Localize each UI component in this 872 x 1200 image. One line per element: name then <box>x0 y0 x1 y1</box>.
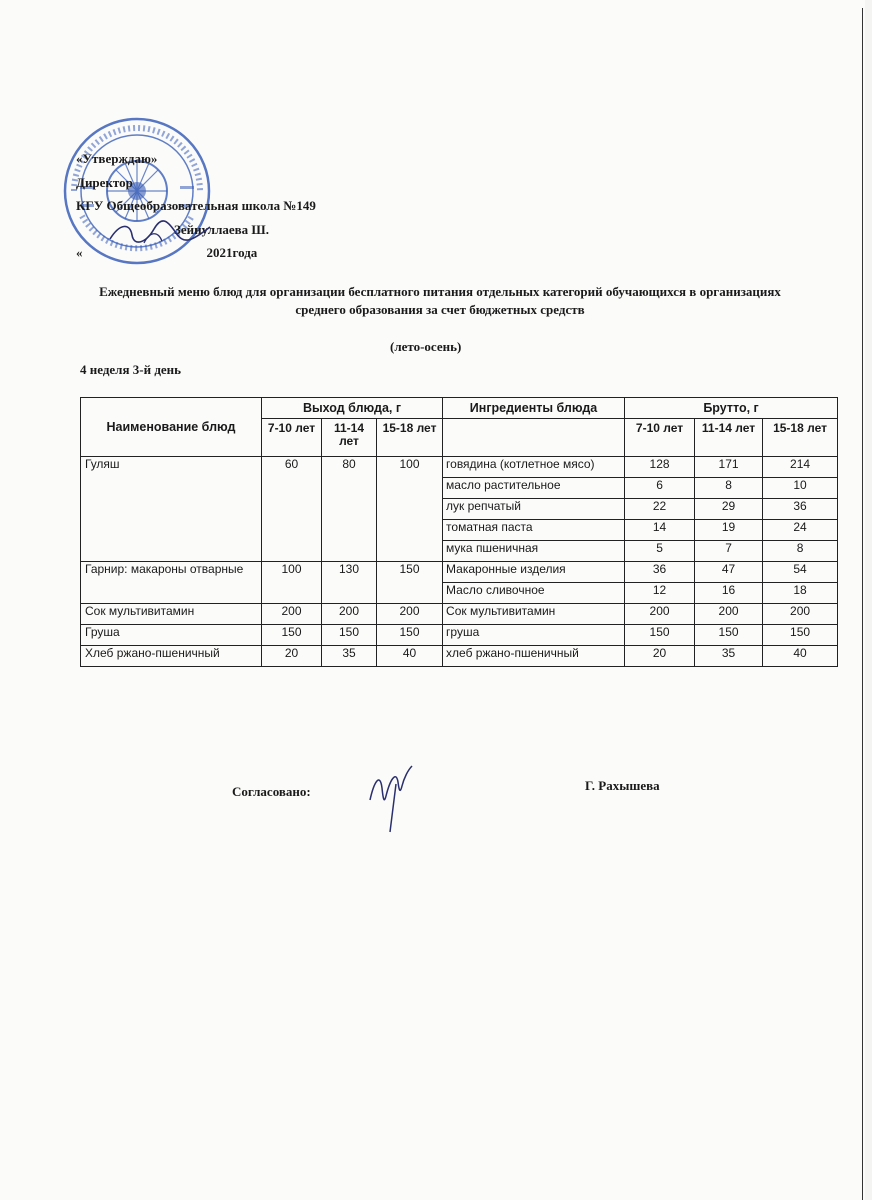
brutto-cell: 14 <box>625 520 695 541</box>
brutto-cell: 8 <box>763 541 838 562</box>
brutto-cell: 16 <box>695 583 763 604</box>
season-label: (лето-осень) <box>390 339 462 354</box>
output-cell: 20 <box>262 646 322 667</box>
approval-director-name: Зейнуллаева Ш. <box>174 221 269 237</box>
output-cell: 100 <box>377 457 443 562</box>
approval-block <box>76 147 316 265</box>
brutto-cell: 171 <box>695 457 763 478</box>
brutto-cell: 214 <box>763 457 838 478</box>
signer-name: Г. Рахышева <box>585 778 660 793</box>
brutto-cell: 150 <box>625 625 695 646</box>
brutto-cell: 12 <box>625 583 695 604</box>
approval-organization: КГУ Общеобразовательная школа №149 <box>76 198 316 213</box>
dish-name-cell: Гуляш <box>81 457 262 562</box>
header-dish-name: Наименование блюд <box>81 398 262 457</box>
brutto-cell: 19 <box>695 520 763 541</box>
output-cell: 40 <box>377 646 443 667</box>
header-brutto-age-2: 11-14 лет <box>695 419 763 457</box>
brutto-cell: 36 <box>625 562 695 583</box>
week-day-label: 4 неделя 3-й день <box>80 362 182 377</box>
header-brutto-age-3: 15-18 лет <box>763 419 838 457</box>
page-edge <box>862 8 863 1200</box>
output-cell: 100 <box>262 562 322 604</box>
output-cell: 130 <box>322 562 377 604</box>
ingredient-cell: лук репчатый <box>443 499 625 520</box>
brutto-cell: 150 <box>763 625 838 646</box>
brutto-cell: 47 <box>695 562 763 583</box>
brutto-cell: 200 <box>695 604 763 625</box>
ingredient-cell: масло растительное <box>443 478 625 499</box>
table-row <box>81 457 838 478</box>
header-output-age-2: 11-14 лет <box>322 419 377 457</box>
header-ingredients-blank <box>443 419 625 457</box>
brutto-cell: 5 <box>625 541 695 562</box>
output-cell: 80 <box>322 457 377 562</box>
table-row <box>81 625 838 646</box>
brutto-cell: 22 <box>625 499 695 520</box>
ingredient-cell: груша <box>443 625 625 646</box>
brutto-cell: 7 <box>695 541 763 562</box>
output-cell: 200 <box>377 604 443 625</box>
brutto-cell: 200 <box>625 604 695 625</box>
brutto-cell: 36 <box>763 499 838 520</box>
table-row <box>81 604 838 625</box>
approval-date-quote: « <box>76 245 83 260</box>
table-row <box>81 646 838 667</box>
header-output: Выход блюда, г <box>262 398 443 419</box>
brutto-cell: 128 <box>625 457 695 478</box>
document-title: Ежедневный меню блюд для организации бесплатного питания отдельных категорий обучающихся в организациях среднего образования за счет бюджетных средств <box>99 284 781 317</box>
brutto-cell: 54 <box>763 562 838 583</box>
header-output-age-3: 15-18 лет <box>377 419 443 457</box>
brutto-cell: 150 <box>695 625 763 646</box>
brutto-cell: 24 <box>763 520 838 541</box>
output-cell: 60 <box>262 457 322 562</box>
agreed-label: Согласовано: <box>232 784 311 799</box>
approval-heading: «Утверждаю» <box>76 151 158 166</box>
dish-name-cell: Груша <box>81 625 262 646</box>
agreement-signature <box>362 760 422 836</box>
output-cell: 200 <box>262 604 322 625</box>
brutto-cell: 200 <box>763 604 838 625</box>
director-signature <box>106 217 216 247</box>
output-cell: 35 <box>322 646 377 667</box>
approval-position: Директор <box>76 174 133 190</box>
header-brutto: Брутто, г <box>625 398 838 419</box>
output-cell: 150 <box>262 625 322 646</box>
brutto-cell: 8 <box>695 478 763 499</box>
table-row <box>81 562 838 583</box>
brutto-cell: 10 <box>763 478 838 499</box>
output-cell: 150 <box>377 625 443 646</box>
header-output-age-1: 7-10 лет <box>262 419 322 457</box>
dish-name-cell: Сок мультивитамин <box>81 604 262 625</box>
dish-name-cell: Гарнир: макароны отварные <box>81 562 262 604</box>
ingredient-cell: говядина (котлетное мясо) <box>443 457 625 478</box>
ingredient-cell: Сок мультивитамин <box>443 604 625 625</box>
ingredient-cell: томатная паста <box>443 520 625 541</box>
output-cell: 200 <box>322 604 377 625</box>
ingredient-cell: Масло сливочное <box>443 583 625 604</box>
ingredient-cell: Макаронные изделия <box>443 562 625 583</box>
dish-name-cell: Хлеб ржано-пшеничный <box>81 646 262 667</box>
brutto-cell: 18 <box>763 583 838 604</box>
brutto-cell: 20 <box>625 646 695 667</box>
brutto-cell: 29 <box>695 499 763 520</box>
header-ingredients: Ингредиенты блюда <box>443 398 625 419</box>
output-cell: 150 <box>322 625 377 646</box>
menu-table <box>80 397 838 667</box>
brutto-cell: 35 <box>695 646 763 667</box>
ingredient-cell: хлеб ржано-пшеничный <box>443 646 625 667</box>
brutto-cell: 40 <box>763 646 838 667</box>
brutto-cell: 6 <box>625 478 695 499</box>
approval-date-year: 2021года <box>206 245 258 260</box>
output-cell: 150 <box>377 562 443 604</box>
header-brutto-age-1: 7-10 лет <box>625 419 695 457</box>
ingredient-cell: мука пшеничная <box>443 541 625 562</box>
